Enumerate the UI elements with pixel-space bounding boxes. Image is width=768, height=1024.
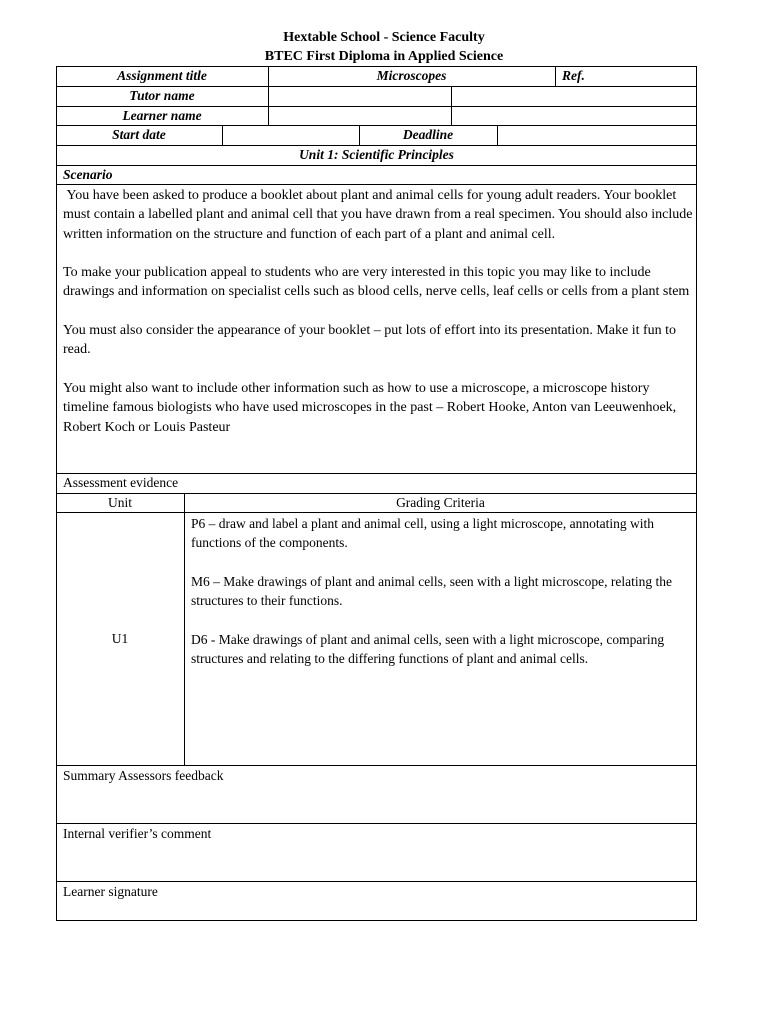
tutor-name-label: Tutor name	[129, 88, 195, 103]
deadline-label: Deadline	[402, 127, 454, 142]
grading-criteria-list	[191, 514, 691, 668]
scenario-label: Scenario	[63, 167, 113, 182]
assignment-title-label: Assignment title	[117, 68, 207, 83]
scenario-paragraph: You might also want to include other information such as how to use a microscope, a microscope history timeline famous biologists who have used microscopes in the past – Robert Hooke, Anton van Leeuwenhoek, Robert Koch or Louis Pasteur	[63, 380, 677, 435]
start-date-label: Start date	[112, 127, 166, 142]
qualification-title: BTEC First Diploma in Applied Science	[264, 49, 504, 64]
learner-signature-row	[56, 882, 697, 902]
dates-row	[56, 125, 697, 145]
scenario-paragraph: To make your publication appeal to students who are very interested in this topic you may like to include drawings and information on specialist cells such as blood cells, nerve cells, leaf cells or cells from a plant stem	[63, 265, 690, 300]
assessment-label-row	[56, 473, 697, 493]
unit-heading: Unit 1: Scientific Principles	[299, 147, 454, 162]
assessor-feedback-label: Summary Assessors feedback	[63, 768, 224, 783]
document-header	[0, 28, 768, 66]
scenario-label-row	[56, 165, 697, 185]
grading-header-row	[56, 493, 697, 513]
criterion-m6: M6 – Make drawings of plant and animal cells, seen with a light microscope, relating the structures to their functions.	[191, 573, 672, 609]
learner-signature-label: Learner signature	[63, 884, 158, 899]
ref-label: Ref.	[562, 68, 585, 83]
learner-name-label: Learner name	[122, 108, 202, 123]
assessor-feedback-row	[56, 766, 697, 786]
assignment-title-value: Microscopes	[376, 68, 447, 83]
unit-heading-row	[56, 145, 697, 165]
criterion-d6: D6 - Make drawings of plant and animal cells, seen with a light microscope, comparing structures and relating to the differing functions of plant and animal cells.	[191, 631, 665, 667]
verifier-comment-row	[56, 824, 697, 844]
verifier-comment-label: Internal verifier’s comment	[63, 826, 212, 841]
grading-criteria-header: Grading Criteria	[396, 495, 485, 510]
criterion-p6: P6 – draw and label a plant and animal cell, using a light microscope, annotating with functions of the components.	[191, 516, 655, 551]
tutor-name-row	[56, 86, 697, 106]
scenario-paragraph: You have been asked to produce a booklet about plant and animal cells for young adult readers. Your booklet must contain a labelled plant and animal cell that you have drawn from a real specimen. You should also include written information on the structure and function of each part of a plant and animal cell.	[63, 188, 696, 242]
assignment-title-row	[56, 66, 697, 86]
school-title: Hextable School - Science Faculty	[283, 30, 485, 45]
scenario-text	[63, 186, 696, 437]
unit-value: U1	[111, 630, 129, 646]
unit-column-header: Unit	[107, 495, 132, 510]
scenario-paragraph: You must also consider the appearance of your booklet – put lots of effort into its presentation. Make it fun to read.	[63, 323, 677, 358]
learner-name-row	[56, 106, 697, 126]
assessment-evidence-label: Assessment evidence	[63, 475, 179, 490]
